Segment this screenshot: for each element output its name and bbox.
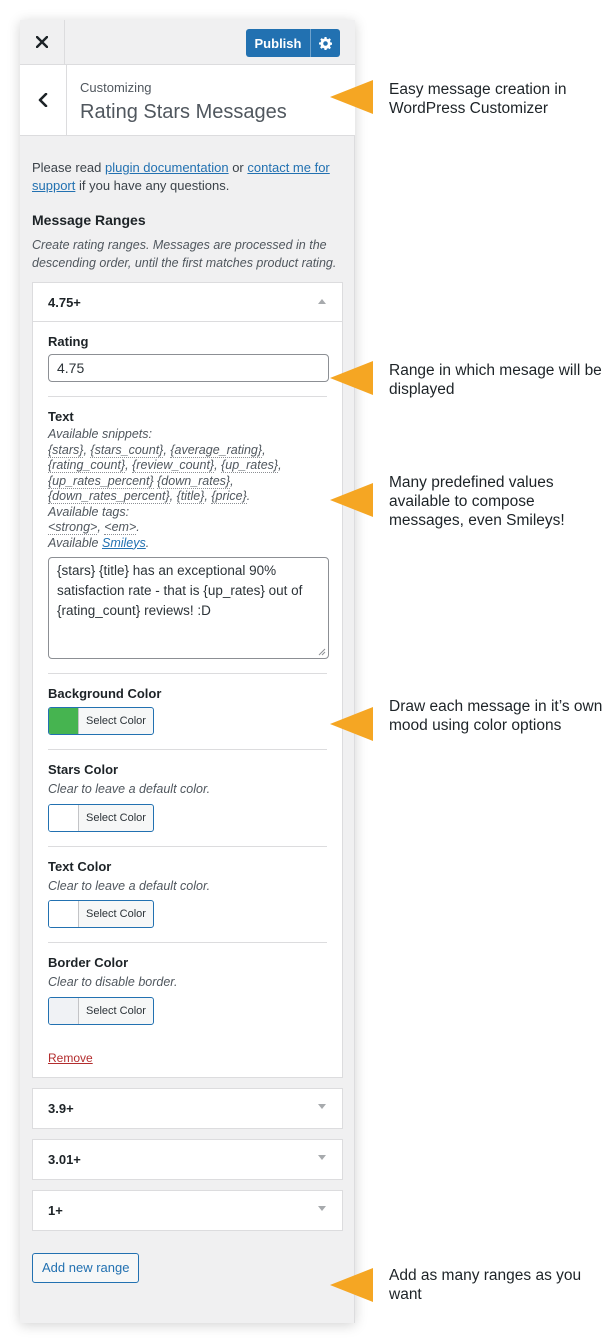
range-label: 3.01+ [48, 1151, 81, 1167]
chevron-left-icon [38, 93, 48, 107]
border-color-label: Border Color [48, 955, 129, 970]
section-header [20, 65, 355, 136]
arrow-left-icon [330, 80, 373, 114]
border-color-swatch [49, 998, 79, 1024]
border-color-description: Clear to disable border. [48, 975, 178, 989]
annotation-snippets: Many predefined values available to compose messages, even Smileys! [330, 473, 604, 530]
resize-grip-icon[interactable] [318, 648, 326, 656]
range-accordion-open [32, 282, 343, 1078]
border-color-field [48, 943, 327, 1039]
back-button[interactable] [20, 65, 67, 135]
arrow-left-icon [330, 1268, 373, 1302]
caret-up-icon [318, 298, 326, 304]
background-color-label: Background Color [48, 686, 162, 701]
range-label: 4.75+ [48, 294, 81, 310]
remove-range-link[interactable]: Remove [48, 1050, 93, 1065]
caret-down-icon [318, 1155, 326, 1161]
arrow-left-icon [330, 707, 373, 741]
text-color-description: Clear to leave a default color. [48, 878, 211, 893]
range-accordion[interactable] [32, 1088, 343, 1129]
rating-field [48, 322, 327, 397]
text-field [48, 397, 327, 674]
range-label: 1+ [48, 1202, 63, 1218]
text-color-field [48, 847, 327, 944]
documentation-link[interactable]: plugin documentation [105, 160, 229, 175]
background-color-swatch [49, 708, 79, 734]
text-color-button[interactable]: Select Color [48, 900, 154, 928]
page-title: Rating Stars Messages [80, 101, 287, 123]
stars-color-label: Stars Color [48, 762, 119, 777]
message-text: {stars} {title} has an exceptional 90% satisfaction rate - that is {up_rates} out of {rating_count} reviews! :D [57, 563, 303, 618]
border-color-button[interactable]: Select Color [48, 997, 154, 1025]
background-color-field [48, 674, 327, 750]
caret-down-icon [318, 1206, 326, 1212]
text-color-label: Text Color [48, 858, 112, 874]
stars-color-swatch [49, 805, 79, 831]
message-ranges-heading: Message Ranges [32, 212, 146, 228]
rating-input[interactable]: 4.75 [48, 354, 329, 382]
snippets-help: Available snippets: {stars}, {stars_count}, {average_rating}, {rating_count}, {review_count}, {up_rates}, {up_rates_percent} {down_rates}, {down_rates_percent}, {title}, {price}. Available tags: <strong>, <em>. Available Smileys. [48, 427, 282, 550]
intro-text: Please read plugin documentation or contact me for support if you have any questions. [32, 160, 330, 193]
contact-link-cont[interactable]: support [32, 178, 76, 193]
annotation-customizer: Easy message creation in WordPress Customizer [330, 80, 604, 118]
background-color-button[interactable]: Select Color [48, 707, 154, 735]
message-textarea[interactable] [48, 557, 329, 659]
range-accordion[interactable] [32, 1139, 343, 1180]
annotation-colors: Draw each message in it’s own mood using color options [330, 697, 604, 741]
text-label: Text [48, 409, 74, 424]
add-new-range-button[interactable]: Add new range [32, 1253, 139, 1283]
stars-color-description: Clear to leave a default color. [48, 782, 211, 796]
arrow-left-icon [330, 361, 373, 395]
rating-label: Rating [48, 334, 89, 349]
range-label: 3.9+ [48, 1100, 74, 1116]
message-ranges-description: Create rating ranges. Messages are processed in the descending order, until the first matches product rating. [32, 238, 337, 270]
breadcrumb: Customizing [80, 80, 152, 95]
stars-color-button[interactable]: Select Color [48, 804, 154, 832]
arrow-left-icon [330, 483, 373, 517]
close-button[interactable] [20, 20, 65, 64]
annotation-add-range: Add as many ranges as you want [330, 1266, 604, 1304]
gear-icon [319, 37, 332, 50]
stars-color-field [48, 750, 327, 847]
publish-settings-button[interactable] [311, 37, 340, 50]
range-accordion[interactable] [32, 1190, 343, 1231]
publish-label: Publish [254, 35, 302, 51]
range-accordion-header[interactable] [33, 283, 342, 322]
close-icon [36, 36, 48, 48]
customizer-topbar [20, 20, 355, 65]
contact-link[interactable]: contact me for [247, 160, 330, 175]
caret-down-icon [318, 1104, 326, 1110]
text-color-swatch [49, 901, 79, 927]
section-content [32, 136, 343, 1283]
publish-button[interactable] [246, 29, 340, 57]
smileys-link[interactable]: Smileys [101, 535, 146, 550]
annotation-range: Range in which mesage will be displayed [330, 361, 604, 399]
customizer-panel [20, 20, 355, 1323]
